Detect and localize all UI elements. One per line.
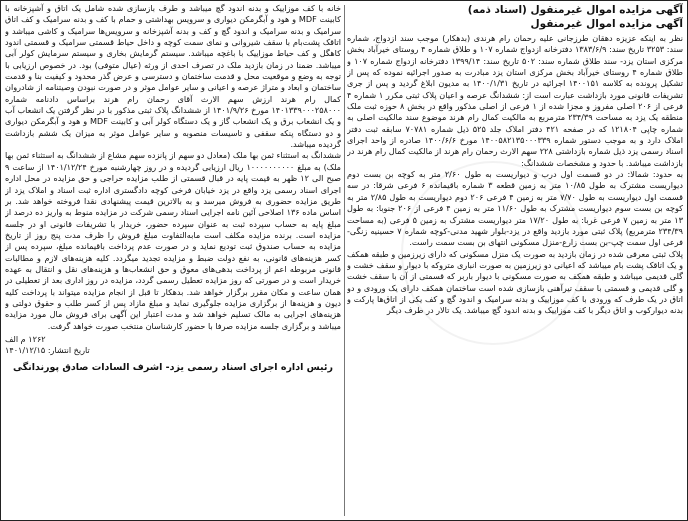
- left-column: [5, 3, 341, 518]
- signature-block: [5, 334, 341, 357]
- publication-date-label: تاریخ انتشار:: [47, 345, 90, 356]
- publication-date-line: [5, 345, 341, 356]
- paragraph-boundaries: به حدود: شمالا: در دو قسمت اول درب و دیواریست به طول ۲/۶۰ متر به کوچه بن بست دوم دیواریست مشترک به طول ۱۰/۸۵ متر به زمین قطعه ۳ شماره باقیمانده ۶ فرعی شرقا: در سه قسمت اول دیواریست به طول ۷/۷۰ متر به زمین ۴ فرعی ۲۰۶ دوم دیواریست به طول ۲/۸۵ متر به کوچه بن بست سوم دیواریست مشترک به طول ۱۱/۶۰ متر به زمین ۴ فرعی از ۲۰۶ جنوبا: به طول ۱۳ متر به زمین ۷ فرعی غربا: به طول ۱۷/۲۰ متر دیواریست مشترک به زمین ۵ فرعی (به مساحت ۲۳۴/۳۹ مترمربع) پلاک ثبتی مورد بازدید واقع در یزد-بلوار شهید مدنی-کوچه شماره ۷ حسینیه زنگی-فرعی اول سمت چپ-بن بست زارع-منزل مسکونی انتهای بن بست سمت راست.: [347, 169, 683, 248]
- column-divider: [344, 5, 345, 516]
- paragraph-property-description: پلاک ثبتی معرفی شده در زمان بازدید به صورت یک منزل مسکونی که دارای زیرزمین و طبقه همکف و یک اتاقک پشت بام میباشد که اعیانی دو زیرزمین به صورت انباری متروکه با دیوار و سقف خشت و گلی قدیمی میباشد و طبقه همکف به صورت مسکونی با دیوار باربر که قسمتی از آن با سقف خشت و گلی قدیمی و قسمتی با سقف تیرآهنی بازسازی شده است ساختمان همکف دارای یک ورودی و دو اتاق در یک طرف که ورودی با کف موزاییک و بدنه سرامیک و اندود گچ و کف یکی از اتاق‌ها پارکت و بدنه دیوارکوب و اتاق دیگر با کف موزاییک و بدنه اندود گچ میباشد. یک تالار در طرف دیگر: [347, 248, 683, 316]
- paragraph-auction-terms: ششدانگ به استثناء ثمن بها ملک (معادل دو سهم از پانزده سهم مشاع از ششدانگ به استثناء ثمن بها ملک) به مبلغ ۱۰۰۰۰۰۰۰۰۰۰ ریال ارزیابی گردیده و در روز چهارشنبه مورخ ۱۴۰۱/۱۲/۲۴ از ساعت ۹ صبح الی ۱۲ ظهر به قیمت پایه در قبال قسمتی از طلب مزایده حراجی و حق مزایده در محل اداره اجرای اسناد رسمی یزد واقع در یزد خیابان فرخی کوچه دادگستری اداره ثبت اسناد و املاک یزد از طریق مزایده حضوری به فروش میرسد و به بالاترین قیمت پیشنهادی نقدا فروخته خواهد شد. بر اساس ماده ۱۳۶ اصلاحی آئین نامه اجرایی اسناد رسمی شرکت در مزایده منوط به واریز ده درصد از مبلغ پایه به حساب سپرده ثبت به عنوان سپرده حضور، خریدار با تشریفات قانونی او در جلسه مزایده است. برنده مزایده مکلف است مابه‌التفاوت مبلغ فروش را ظرف مدت پنج روز از تاریخ مزایده به حساب صندوق ثبت تودیع نماید و در صورت عدم پرداخت باقیمانده مبلغ، سپرده پس از کسر هزینه‌های قانونی، به نفع دولت ضبط و مزایده تجدید میگردد. کلیه هزینه‌های لازم و مطالبات قانونی مربوطه اعم از پرداخت بدهی‌های معوق و حق انشعاب‌ها و هزینه‌های نقل و انتقال به عهده خریدار است و در صورتی که روز مزایده تعطیل رسمی گردد، مزایده در روز اداری بعد از تعطیلی در همان ساعت و مکان مقرر برگزار خواهد شد. بدهکار تا قبل از انجام مزایده میتواند با پرداخت کلیه دیون و هزینه‌ها از برگزاری مزایده جلوگیری نماید و مبلغ مازاد پس از کسر طلب و حقوق دولتی و هزینه‌های اجرایی به مالک تسلیم خواهد شد و مدت اعتبار این آگهی برای فروش مال مورد مزایده میباشد و برگزاری جلسه مزایده صرفا با حضور کارشناسان منتخب صورت خواهد گرفت.: [5, 150, 341, 331]
- paragraph-property-details: خانه با کف موزاییک و بدنه اندود گچ میباشد و طرف بازسازی شده شامل یک اتاق و آشپزخانه با کابینت MDF و هود و آبگرمکن دیواری و سرویس بهداشتی و حمام با کف و بدنه سرامیک و کف اتاق سرامیک و بدنه سرامیک و اندود گچ و کف و بدنه آشپزخانه و سرویس‌ها سرامیک و کاشی میباشد و اتاقک پشت‌بام با سقف شیروانی و نمای سمت کوچه و داخل حیاط قسمتی سرامیک و قسمتی اندود کاهگل و کف حیاط موزاییک با باغچه میباشد. سیستم گرمایش بخاری و سیستم سرمایش کولر آبی میباشد. ضمنا در زمان بازدید ملک در تصرف احدی از ورثه (عیال متوفی) بود. در خصوص ارزیابی با توجه به وضع و موقعیت محل و قدمت ساختمان و دسترسی و عرض گذر محدود و کیفیت بنا و قدمت ساختمان و ابعاد و متراژ عرصه و اعیانی و سایر عوامل موثر و در صورت نبودن وصیتنامه از شادروان کمال رام هرند ارزش سهم الارث آقای رحمان رام هرند براساس دادنامه شماره ۱۴۰۱۳۳۹۰۰۰۲۵۸۰۰۰ مورخ ۱۴۰۱/۹/۲۶ از ششدانگ پلاک ثبتی مذکور با در نظر گرفتن یک انشعاب آب و یک انشعاب برق و یک انشعاب گاز و یک دستگاه کولر آبی و کابینت MDF و هود و آبگرمکن دیواری و دو دستگاه پنکه سقفی و تاسیسات منصوبه و سایر عوامل موثر به میزان یک ششم بازداشت گردیده میباشد.: [5, 3, 341, 150]
- right-column: [347, 3, 683, 518]
- notice-heading-primary: آگهی مزایده اموال غیرمنقول (اسناد ذمه): [467, 4, 683, 16]
- notice-code: ۱۲۶۲ م الف: [5, 333, 46, 344]
- notice-heading-secondary: آگهی مزایده اموال غیرمنقول: [530, 18, 683, 30]
- office-signature: رئیس اداره اجرای اسناد رسمی یزد- اشرف السادات صادق پورندانگی: [13, 361, 333, 373]
- paragraph-intro: نظر به اینکه عزیزه دهقان طرزجانی علیه رحمان رام هرندی (بدهکار) موجب سند ازدواج، شماره سند: ۳۲۵۳ تاریخ سند: ۱۳۸۳/۶/۹ دفترخانه ازدواج شماره ۱۰۷ و طلاق شماره ۴ روستای خیرآباد بخش مرکزی استان یزد- سند طلاق شماره سند: ۵۰۲ تاریخ سند: ۱۳۹۹/۱۴ دفترخانه ازدواج شماره ۱۰۷ و طلاق شماره ۴ روستای خیرآباد بخش مرکزی استان یزد مبادرت به صدور اجرائیه نموده که پس از تشکیل پرونده به کلاسه ۱۴۰۰۱۵۱ اجرائیه در تاریخ ۱۴۰۰/۱/۳۱ به مدیون ابلاغ گردید و پس از جری تشریفات قانونی مورد بازداشت عبارت است از: ششدانگ عرصه و اعیان پلاک ثبتی مکرر ۱ شماره ۴ فرعی از ۲۰۶ اصلی مفروز و مجزا شده از ۱ فرعی از اصلی مذکور واقع در بخش ۸ حوزه ثبت ملک منطقه یک یزد به مساحت ۲۳۴/۳۹ مترمربع به مالکیت کمال رام هرند موضوع سند مالکیت اصلی به شماره چاپی ۱۲۱۸۰۴ که در صفحه ۴۲۱ دفتر املاک جلد ۵۲۵ ذیل شماره ۷۰۷۸۱ سابقه ثبت دفتر املاک دارد و به موجب دستور شماره ۱۴۰۰۵۸۲۱۳۵۰۰۰۳۳۹ مورخ ۱۴۰۰/۶/۶ صادره از واحد اجرای اسناد رسمی یزد ذیل شماره بازداشتی ۲۲۸ سهم الارث رحمان رام هرند از مالکیت کمال رام هرند در بازداشت میباشد. با حدود و مشخصات ششدانگ:: [347, 33, 683, 168]
- publication-date: ۱۴۰۱/۱۲/۱۵: [5, 345, 46, 356]
